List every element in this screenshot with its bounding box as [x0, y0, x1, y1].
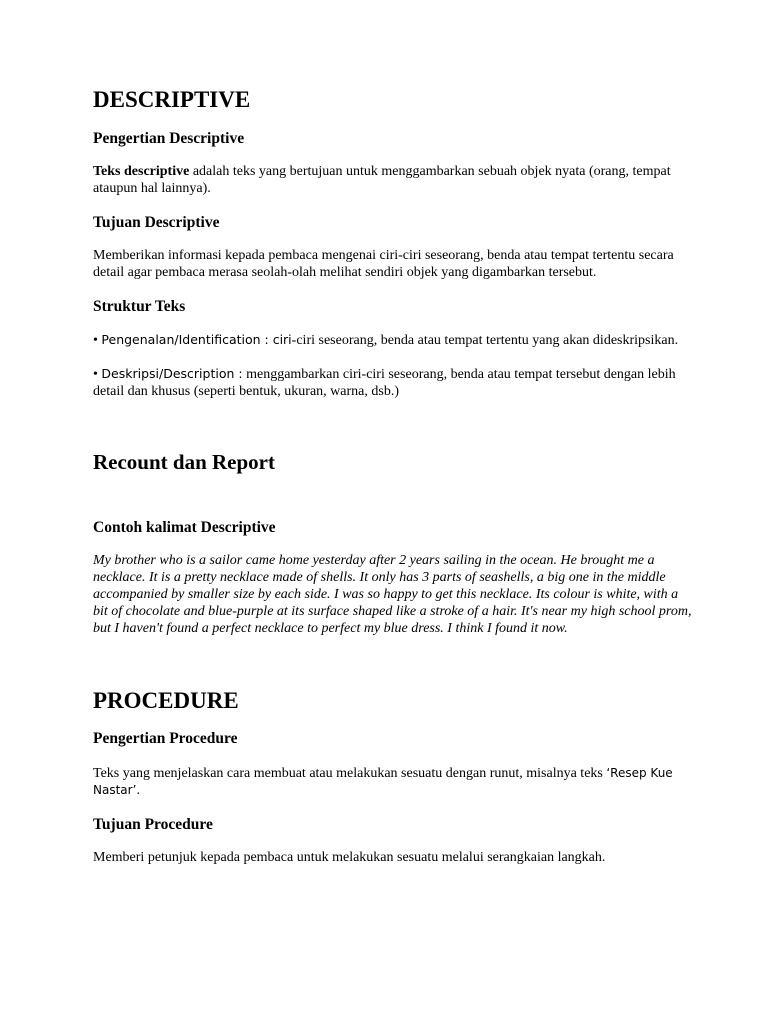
- heading-pengertian-descriptive: Pengertian Descriptive: [93, 130, 245, 147]
- section-title-procedure: PROCEDURE: [93, 688, 239, 713]
- definition-text: adalah teks yang bertujuan untuk menggambarkan sebuah objek nyata (orang, tempat ataupun hal lainnya).: [93, 164, 671, 196]
- bullet-marker: •: [93, 367, 98, 382]
- bullet-label-description: Deskripsi/Description :: [101, 366, 243, 381]
- bullet-marker: •: [93, 333, 98, 348]
- paragraph-contoh-descriptive: My brother who is a sailor came home yesterday after 2 years sailing in the ocean. He brought me a necklace. It is a pretty necklace made of shells. It only has 3 parts of seashells, a big one in the middle accompanied by smaller size by each side. I was so happy to get this necklace. Its colour is white, with a bit of chocolate and blue-purple at its surface shaped like a stroke of a hair. It's near my high school prom, but I haven't found a perfect necklace to perfect my blue dress. I think I found it now.: [93, 553, 692, 636]
- heading-struktur-teks: Struktur Teks: [93, 298, 186, 315]
- document-content: [93, 86, 693, 866]
- heading-tujuan-procedure: Tujuan Procedure: [93, 816, 213, 833]
- bullet-item-identification: [93, 331, 693, 349]
- term-teks-descriptive: Teks descriptive: [93, 164, 190, 179]
- heading-contoh-descriptive: Contoh kalimat Descriptive: [93, 519, 276, 536]
- paragraph-procedure-definition: [93, 765, 693, 799]
- heading-pengertian-procedure: Pengertian Procedure: [93, 730, 238, 747]
- paragraph-tujuan-procedure: Memberi petunjuk kepada pembaca untuk melakukan sesuatu melalui serangkaian langkah.: [93, 850, 606, 865]
- section-title-recount-report: Recount dan Report: [93, 450, 275, 474]
- paragraph-tujuan-descriptive: Memberikan informasi kepada pembaca mengenai ciri-ciri seseorang, benda atau tempat tertentu secara detail agar pembaca merasa seolah-olah melihat sendiri objek yang digambarkan tersebut.: [93, 248, 674, 280]
- bullet-label-identification: Pengenalan/Identification : ciri: [101, 332, 292, 347]
- heading-tujuan-descriptive: Tujuan Descriptive: [93, 214, 220, 231]
- procedure-definition-text: Teks yang menjelaskan cara membuat atau melakukan sesuatu dengan runut, misalnya teks: [93, 766, 603, 781]
- paragraph-descriptive-definition: [93, 163, 693, 197]
- bullet-text-description: menggambarkan ciri-ciri seseorang, benda atau tempat tersebut dengan lebih detail dan khusus (seperti bentuk, ukuran, warna, dsb.): [93, 367, 676, 399]
- bullet-item-description: [93, 365, 693, 400]
- procedure-definition-example: ‘Resep Kue Nastar’.: [93, 766, 673, 797]
- bullet-text-identification: -ciri seseorang, benda atau tempat tertentu yang akan dideskripsikan.: [291, 333, 679, 348]
- section-title-descriptive: DESCRIPTIVE: [93, 87, 251, 112]
